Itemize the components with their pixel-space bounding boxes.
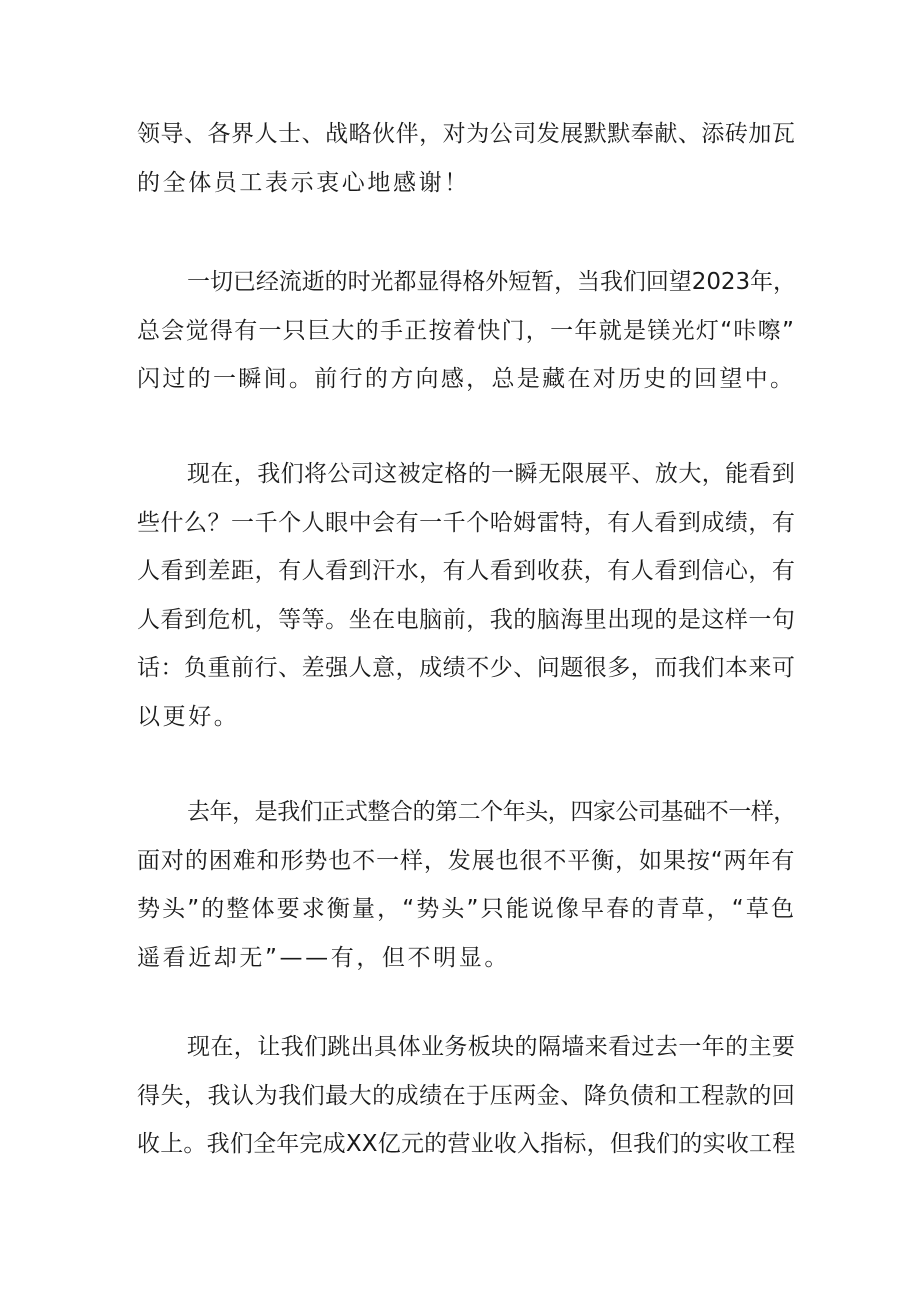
text-line: 些什么？一千个人眼中会有一千个哈姆雷特，有人看到成绩，有 [137, 509, 796, 536]
text-line: 领导、各界人士、战略伙伴，对为公司发展默默奉献、添砖加瓦 [137, 121, 796, 147]
text-line: 现在，我们将公司这被定格的一瞬无限展平、放大，能看到 [187, 461, 796, 487]
text-line: 收上。我们全年完成XX亿元的营业收入指标，但我们的实收工程 [137, 1131, 796, 1157]
text-line: 得失，我认为我们最大的成绩在于压两金、降负债和工程款的回 [137, 1082, 796, 1109]
text-line: 闪过的一瞬间。前行的方向感，总是藏在对历史的回望中。 [137, 366, 796, 392]
text-line: 现在，让我们跳出具体业务板块的隔墙来看过去一年的主要 [187, 1034, 796, 1060]
paragraph-achievements [137, 1023, 797, 1169]
text-line: 去年，是我们正式整合的第二个年头，四家公司基础不一样， [187, 799, 796, 825]
text-line: 人看到危机，等等。坐在电脑前，我的脑海里出现的是这样一句 [137, 606, 796, 633]
text-line: 的全体员工表示衷心地感谢！ [137, 169, 470, 196]
text-line: 话：负重前行、差强人意，成绩不少、问题很多，而我们本来可 [137, 655, 796, 681]
text-line: 面对的困难和形势也不一样，发展也很不平衡，如果按“两年有 [137, 847, 796, 874]
text-line: 以更好。 [137, 703, 240, 730]
paragraph-perspectives [137, 450, 797, 741]
paragraph-thanks [137, 110, 797, 207]
text-line: 人看到差距，有人看到汗水，有人看到收获，有人看到信心，有 [137, 558, 796, 584]
text-line: 一切已经流逝的时光都显得格外短暂，当我们回望2023年， [187, 269, 796, 295]
text-line: 遥看近却无”——有，但不明显。 [137, 944, 510, 971]
paragraph-integration [137, 788, 797, 982]
text-line: 势头”的整体要求衡量，“势头”只能说像早春的青草，“草色 [137, 896, 797, 922]
text-line: 总会觉得有一只巨大的手正按着快门，一年就是镁光灯“咔嚓” [137, 317, 796, 344]
paragraph-looking-back [137, 258, 797, 404]
